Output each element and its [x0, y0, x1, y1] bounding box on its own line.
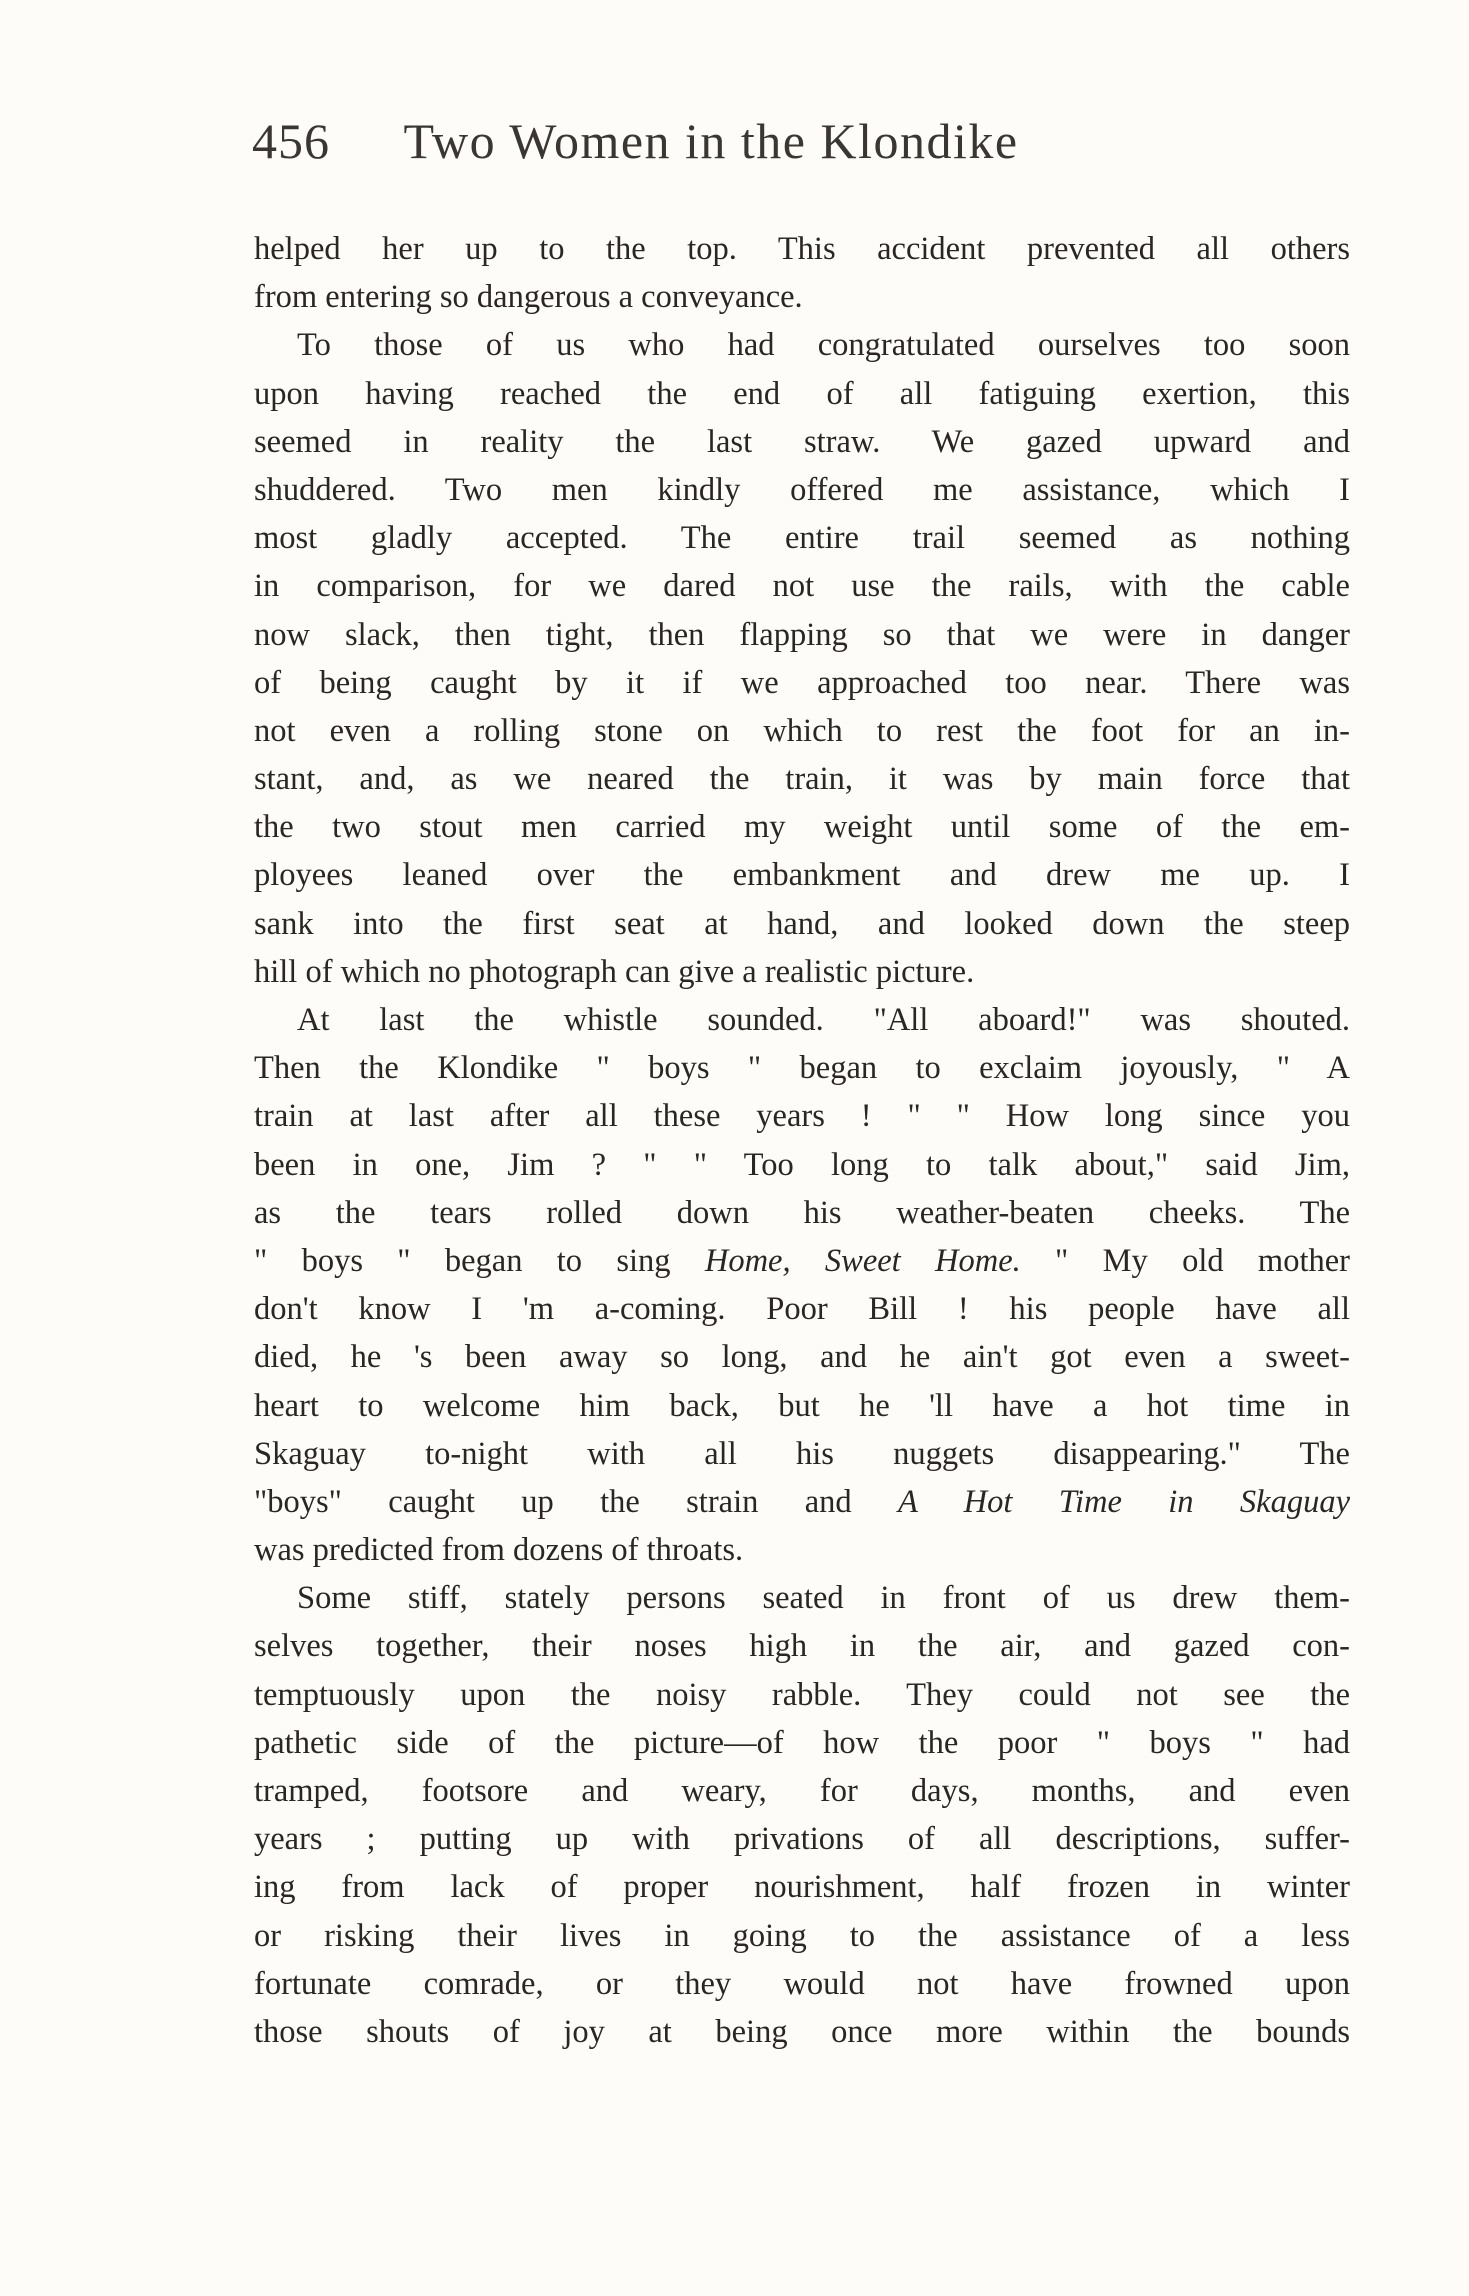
text-line: pathetic side of the picture—of how the poor " boys " had: [254, 1724, 1350, 1761]
text-line: as the tears rolled down his weather-beaten cheeks. The: [254, 1194, 1350, 1231]
text-line: in comparison, for we dared not use the rails, with the cable: [254, 568, 1350, 605]
text-line: temptuously upon the noisy rabble. They could not see the: [254, 1676, 1350, 1713]
text-line: died, he 's been away so long, and he ain't got even a sweet-: [254, 1339, 1350, 1376]
text-line: the two stout men carried my weight until some of the em-: [254, 809, 1350, 846]
text-line: now slack, then tight, then flapping so that we were in danger: [254, 616, 1350, 653]
text-line: [254, 1237, 1350, 1285]
body-text: [254, 225, 1350, 2056]
text-line: been in one, Jim ? " " Too long to talk about," said Jim,: [254, 1146, 1350, 1183]
text-line: Then the Klondike " boys " began to exclaim joyously, " A: [254, 1050, 1350, 1087]
text-line: train at last after all these years ! " " How long since you: [254, 1098, 1350, 1135]
text-line: selves together, their noses high in the air, and gazed con-: [254, 1628, 1350, 1665]
running-head: Two Women in the Klondike: [403, 113, 1019, 169]
song-title-home-sweet-home: Home, Sweet Home.: [704, 1242, 1021, 1279]
paragraph-start-line: To those of us who had congratulated ourselves too soon: [297, 327, 1350, 364]
text-line: [254, 1478, 1350, 1526]
text-line: ployees leaned over the embankment and drew me up. I: [254, 857, 1350, 894]
text-line: most gladly accepted. The entire trail seemed as nothing: [254, 520, 1350, 557]
song-title-hot-time-in-skaguay: A Hot Time in Skaguay: [898, 1483, 1350, 1520]
text-line: sank into the first seat at hand, and looked down the steep: [254, 905, 1350, 942]
text-line: hill of which no photograph can give a realistic picture.: [254, 953, 975, 990]
page-header: [252, 112, 1352, 182]
line-text: " boys " began to sing: [254, 1242, 705, 1279]
text-line: helped her up to the top. This accident prevented all others: [254, 231, 1350, 267]
text-line: tramped, footsore and weary, for days, months, and even: [254, 1773, 1350, 1809]
text-line: don't know I 'm a-coming. Poor Bill ! his people have all: [254, 1291, 1350, 1328]
text-line: stant, and, as we neared the train, it was by main force that: [254, 761, 1350, 798]
text-line: fortunate comrade, or they would not have frowned upon: [254, 1965, 1350, 2002]
text-line: heart to welcome him back, but he 'll have a hot time in: [254, 1387, 1350, 1424]
text-line: years ; putting up with privations of all descriptions, suffer-: [254, 1821, 1350, 1858]
text-line: or risking their lives in going to the assistance of a less: [254, 1917, 1350, 1954]
text-line: seemed in reality the last straw. We gazed upward and: [254, 423, 1350, 460]
line-text: "boys" caught up the strain and: [254, 1483, 898, 1520]
text-line: upon having reached the end of all fatiguing exertion, this: [254, 375, 1350, 412]
text-line: ing from lack of proper nourishment, half frozen in winter: [254, 1869, 1350, 1906]
text-line: was predicted from dozens of throats.: [254, 1532, 744, 1569]
text-line: from entering so dangerous a conveyance.: [254, 279, 803, 316]
page-number: 456: [252, 113, 330, 169]
paragraph-start-line: Some stiff, stately persons seated in front of us drew them-: [297, 1580, 1350, 1617]
text-line: shuddered. Two men kindly offered me assistance, which I: [254, 471, 1350, 508]
text-line: those shouts of joy at being once more within the bounds: [254, 2013, 1350, 2050]
text-line: not even a rolling stone on which to rest the foot for an in-: [254, 712, 1350, 749]
text-line: of being caught by it if we approached too near. There was: [254, 664, 1350, 701]
line-text: " My old mother: [1020, 1242, 1350, 1279]
text-line: Skaguay to-night with all his nuggets disappearing." The: [254, 1435, 1350, 1472]
paragraph-start-line: At last the whistle sounded. "All aboard!" was shouted.: [297, 1002, 1350, 1038]
